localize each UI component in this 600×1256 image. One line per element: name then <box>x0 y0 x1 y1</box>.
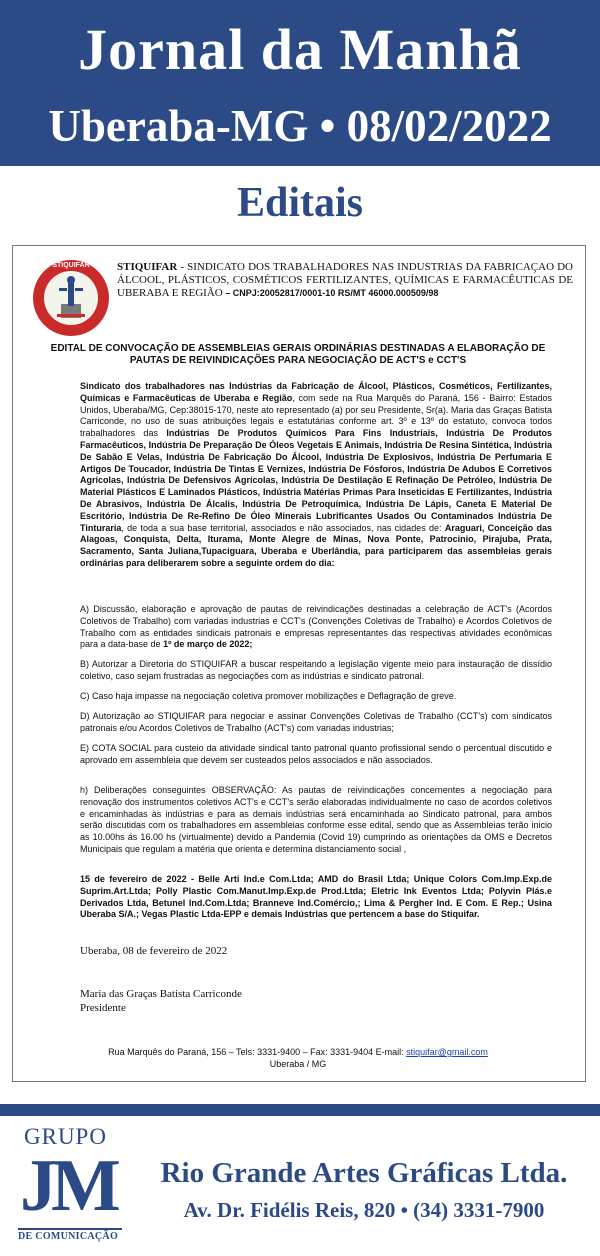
union-name: STIQUIFAR <box>117 261 178 273</box>
agenda-item-h: h) Deliberações conseguintes OBSERVAÇÃO: As pautas de reivindicações concernentes a negociação para renovação dos instrumentos coletivos ACT's e CCT's serão elaboradas individualmente no caso de acordos coletivos e encaminhadas às indústrias e para as demais indústrias será encaminhada ao Sindicato patronal, para ambos serão discutidas com os trabalhadores em assembleias conforme esse edital, sendo que as Assembleias terão inicio as 10.00hs ás 16.00 hs (virtualmente) devido a Pandemia (Covid 19) cumprindo as orientações da OMS e Decretos Municipais que regulam a matéria que orienta e determina distanciamento social , <box>80 785 552 854</box>
logo-ring-text: STIQUIFAR <box>52 262 90 269</box>
union-registration: – CNPJ:20052817/0001-10 RS/MT 46000.000509/98 <box>222 288 439 298</box>
signatory-role: Presidente <box>80 1002 126 1014</box>
convocation-scope: , de toda a sua base territorial, associados e não associados, nas cidades de: <box>121 522 445 533</box>
edital-title: EDITAL DE CONVOCAÇÃO DE ASSEMBLEIAS GERAIS ORDINÁRIAS DESTINADAS A ELABORAÇÃO DE PAUTAS DE REIVINDICAÇÕES PARA NEGOCIAÇÃO DE ACT'S e CCT'S <box>50 343 546 366</box>
newspaper-title: Jornal da Manhã <box>78 17 522 82</box>
agenda-item-c: C) Caso haja impasse na negociação coletiva promover mobilizações e Deflagração de greve. <box>80 691 457 701</box>
brand-grupo: GRUPO <box>24 1124 107 1149</box>
newspaper-edition-date: Uberaba-MG • 08/02/2022 <box>48 101 552 151</box>
agenda-item-a-date: 1º de março de 2022; <box>163 639 253 650</box>
printer-address-phone: Av. Dr. Fidélis Reis, 820 • (34) 3331-7900 <box>183 1198 545 1222</box>
convocation-lead: Sindicato dos trabalhadores nas Indústrias da Fabricação de Álcool, Plásticos, Cosméticos, Fertilizantes, Químicas e Farmacêuticas de Uberaba e Região <box>80 381 552 403</box>
union-city: Uberaba / MG <box>269 1059 327 1069</box>
agenda-item-a-text: A) Discussão, elaboração e aprovação de pautas de reivindicações destinadas a celebração de ACT's (Acordos Coletivos de Trabalho) com variadas industrias e CCT's (Convenções Coletivas de Trabalho) e Acordos Coletivos de Trabalho com as entidades sindicais patronais e empresas representantes das respectivas atividades econômicas para a data-base de <box>80 604 552 650</box>
footer-separator-bar <box>0 1104 600 1116</box>
brand-jm: JM <box>20 1145 115 1227</box>
agenda-item-a <box>80 604 552 651</box>
section-title: Editais <box>236 180 364 226</box>
union-address: Rua Marquês do Paraná, 156 – Tels: 3331-9400 – Fax: 3331-9404 E-mail: <box>108 1047 407 1057</box>
place-date: Uberaba, 08 de fevereiro de 2022 <box>80 945 228 957</box>
brand-subtitle: DE COMUNICAÇÃO <box>18 1231 119 1242</box>
agenda-item-b: B) Autorizar a Diretoria do STIQUIFAR a buscar respeitando a legislação vigente meio para instauração de dissídio coletivo, caso sejam frustradas as negociações com as indústrias e sindicato patronal. <box>80 659 552 681</box>
agenda-item-e: E) COTA SOCIAL para custeio da atividade sindical tanto patronal quanto profissional sendo o percentual discutido e aprovado em assembleia que devem ser custeados pelos associados e não associados. <box>80 743 552 765</box>
convocation-text: , com sede na Rua Marquês do Paraná, 156 - Bairro: Estados Unidos, Uberaba/MG, Cep:38015-170, neste ato representado (a) por seu Presidente, Sr(a). Maria das Graças Batista Carriconde, no uso de suas atribuições legais e estatutárias conforme art. 3º e 13º do estatuto, convoca todos trabalhadores das <box>80 392 552 439</box>
convocation-paragraph <box>80 381 552 570</box>
union-contact-footer <box>43 1046 553 1070</box>
meeting-schedule: 15 de fevereiro de 2022 - Belle Arti Ind.e Com.Ltda; AMD do Brasil Ltda; Unique Colors Com.Imp.Exp.de Suprim.Art.Ltda; Polly Plastic Com.Manut.Imp.Exp.de Prod.Ltda; Eletric Ink Eventos Ltda; Polyvin Plás.e Derivados Ltda, Betunel Ind.Com.Ltda; Branneve Ind.Comércio,; Lima & Pergher Ind. E Com. E Rep.; Usina Uberaba S/A.; Vegas Plastic Ltda-EPP e demais Indústrias que pertencem a base do Stiquifar. <box>80 874 552 920</box>
convocation-cities: Araguari, Conceição das Alagoas, Conquista, Delta, Iturama, Monte Alegre de Minas, Nova Ponte, Patrocinio, Pirajuba, Prata, Sacramento, Santa Juliana,Tupaciguara, Uberaba e Uberlândia, para participarem das assembleias gerais ordinárias para deliberarem sobre a seguinte ordem do dia: <box>80 522 552 568</box>
brand-rule <box>18 1228 122 1230</box>
signatory-name: Maria das Graças Batista Carriconde <box>80 988 242 1000</box>
edital-document <box>12 245 586 1082</box>
worker-figure-icon <box>53 274 89 322</box>
newspaper-header <box>0 0 600 166</box>
stiquifar-logo <box>33 260 109 336</box>
union-heading <box>117 261 573 300</box>
union-email-link[interactable]: stiquifar@gmail.com <box>406 1047 488 1057</box>
grupo-jm-logo <box>18 1124 126 1248</box>
printer-company-name: Rio Grande Artes Gráficas Ltda. <box>160 1157 568 1189</box>
union-description: - SINDICATO DOS TRABALHADORES NAS INDUSTRIAS DA FABRICAÇAO DO ÁLCOOL, PLÁSTICOS, COSMÉTICOS FERTILIZANTES, QUÍMICAS E FARMACÊUTICAS DE UBERABA E REGIÃO <box>117 261 573 299</box>
convocation-industries: Indústrias De Produtos Químicos Para Fins Industriais, Indústria De Produtos Farmacêuticos, Indústria De Preparação De Óleos Vegetais E Animais, Indústria De Resina Sintética, Indústria De Sabão E Velas, Indústria De Fabricação Do Álcool, Indústria De Explosivos, Indústria De Perfumaria E Artigos De Toucador, Indústria De Tintas E Vernizes, Indústria De Fósforos, Indústria De Adubos E Corretivos Agrícolas, Indústria De Defensivos Agrícolas, Indústria De Destilação E Refinação De Petróleo, Indústria De Material Plásticos E Laminados Plásticos, Indústria Matérias Primas Para Inseticidas E Fertilizantes, Indústria De Abrasivos, Indústria De Álcalis, Indústria De Petroquímica, Indústria De Lápis, Caneta E Material De Escritório, Indústria De Re-Refino De Óleo Minerais Lubrificantes Usados Ou Contaminados Indústria De Tinturaria <box>80 428 552 533</box>
agenda-item-d: D) Autorização ao STIQUIFAR para negociar e assinar Convenções Coletivas de Trabalho (CCT's) com sindicatos patronais e/ou Acordos Coletivos de Trabalho (ACT's) com variadas industrias; <box>80 711 552 733</box>
